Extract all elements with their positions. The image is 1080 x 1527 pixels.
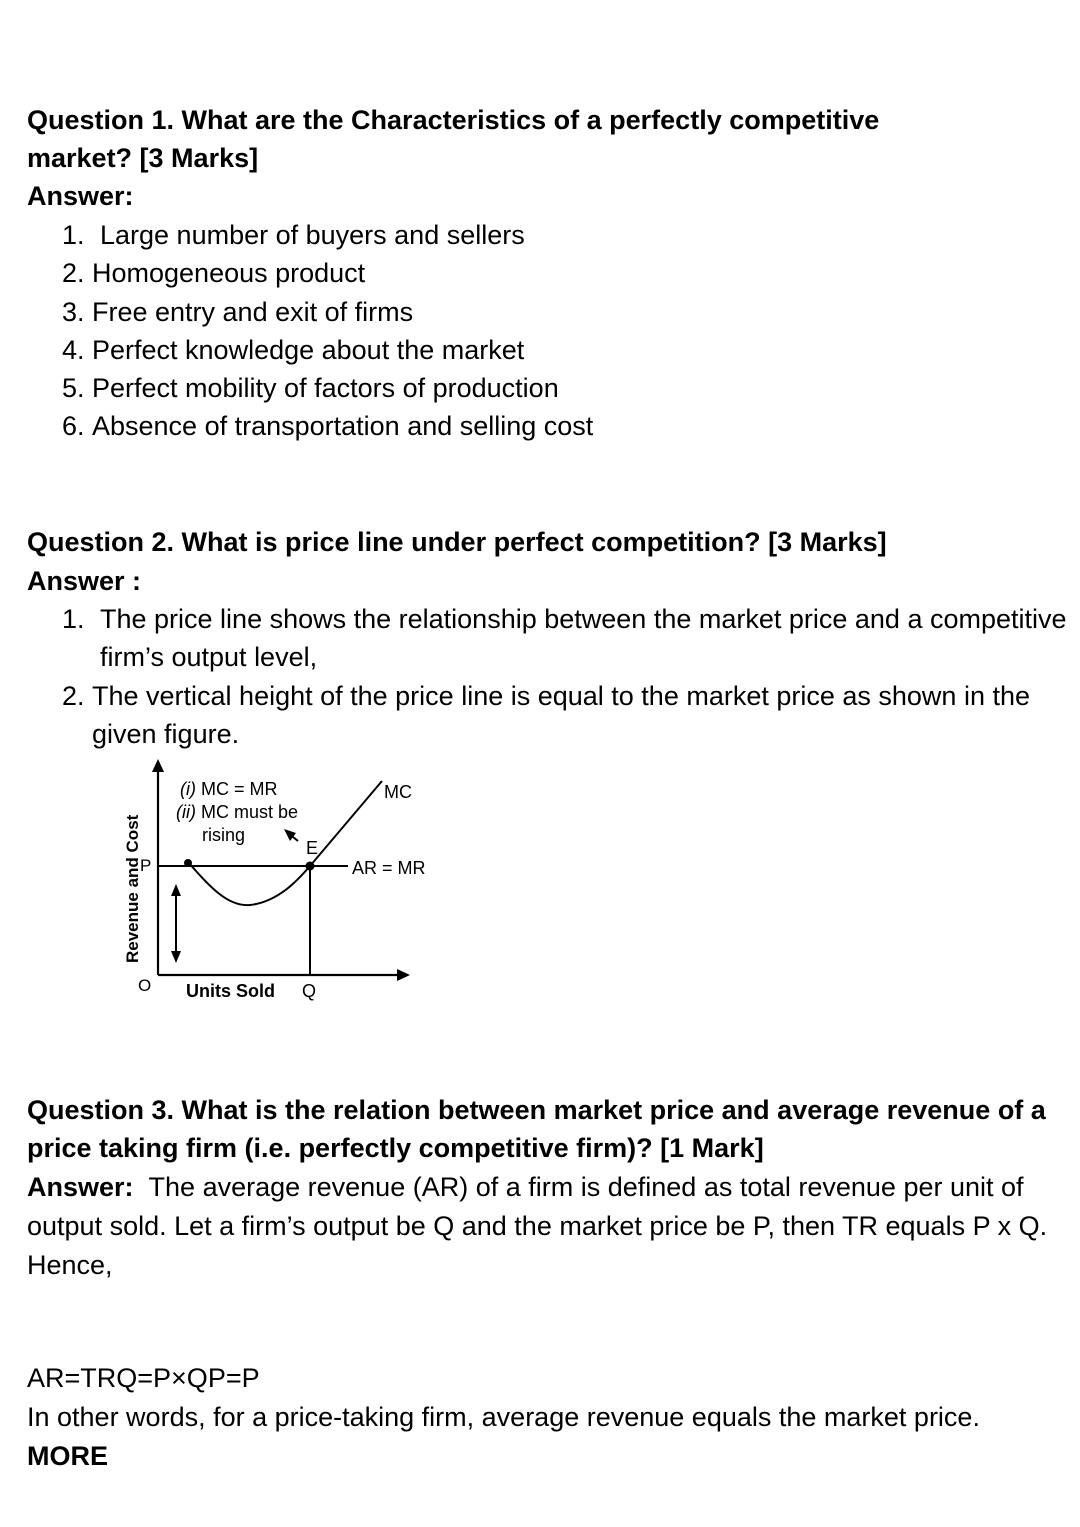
question-2-answer-label: Answer :: [27, 566, 142, 596]
list-item: 4. Perfect knowledge about the market: [92, 331, 1067, 369]
condition-2-cont: rising: [202, 825, 246, 845]
x-axis-label: Units Sold: [186, 981, 275, 1001]
y-axis-arrow: [152, 759, 164, 772]
question-1-answer-label: Answer:: [27, 181, 134, 211]
q-label: Q: [302, 981, 317, 1001]
condition-2-num: (ii): [176, 802, 196, 822]
mc-label: MC: [384, 782, 412, 802]
question-3-heading: Question 3. What is the relation between market price and average revenue of a price taking firm (i.e. perfectly competitive firm)? [1 Mark]: [27, 1095, 1046, 1163]
list-item: 1. Large number of buyers and sellers: [92, 216, 1067, 254]
condition-1-text: MC = MR: [196, 779, 278, 799]
conclusion: In other words, for a price-taking firm, average revenue equals the market price.: [27, 1402, 980, 1432]
point-e: [306, 862, 315, 871]
question-2-answer-list: [92, 600, 1067, 753]
condition-2: [176, 802, 298, 822]
list-item: 6. Absence of transportation and selling cost: [92, 407, 1067, 445]
condition-1: [180, 779, 278, 799]
height-arrow-head-down: [171, 951, 181, 963]
question-1-heading: Question 1. What are the Characteristics of a perfectly competitive market? [3 Marks]: [27, 105, 880, 173]
list-item: 1. The price line shows the relationship between the market price and a competitive firm’s output level,: [92, 600, 1067, 677]
question-3-answer: [27, 1168, 1067, 1285]
price-line-figure: [110, 755, 450, 1010]
origin-label: O: [138, 976, 152, 995]
x-axis-arrow: [397, 969, 410, 981]
y-axis-label: Revenue and Cost: [123, 814, 142, 963]
question-1-answer-list: [92, 216, 1067, 446]
ar-mr-label: AR = MR: [352, 858, 426, 878]
question-2-heading: Question 2. What is price line under perfect competition? [3 Marks]: [27, 527, 887, 557]
formula: AR=TRQ=P×QP=P: [27, 1363, 260, 1393]
condition-2-text: MC must be: [196, 802, 299, 822]
question-3-answer-label: Answer:: [27, 1172, 134, 1202]
list-item: 3. Free entry and exit of firms: [92, 293, 1067, 331]
list-item: 2. The vertical height of the price line is equal to the market price as shown in the given figure.: [92, 677, 1067, 754]
condition-1-num: (i): [180, 779, 196, 799]
list-item: 5. Perfect mobility of factors of production: [92, 369, 1067, 407]
list-item: 2. Homogeneous product: [92, 254, 1067, 292]
p-label: P: [140, 856, 152, 875]
height-arrow-head-up: [171, 884, 181, 896]
question-3-answer-text: The average revenue (AR) of a firm is defined as total revenue per unit of output sold. Let a firm’s output be Q and the market price be P, then TR equals P x Q. Hence,: [27, 1172, 1048, 1280]
more-link[interactable]: MORE: [27, 1441, 108, 1471]
point-p: [184, 859, 192, 867]
e-label: E: [306, 838, 319, 858]
